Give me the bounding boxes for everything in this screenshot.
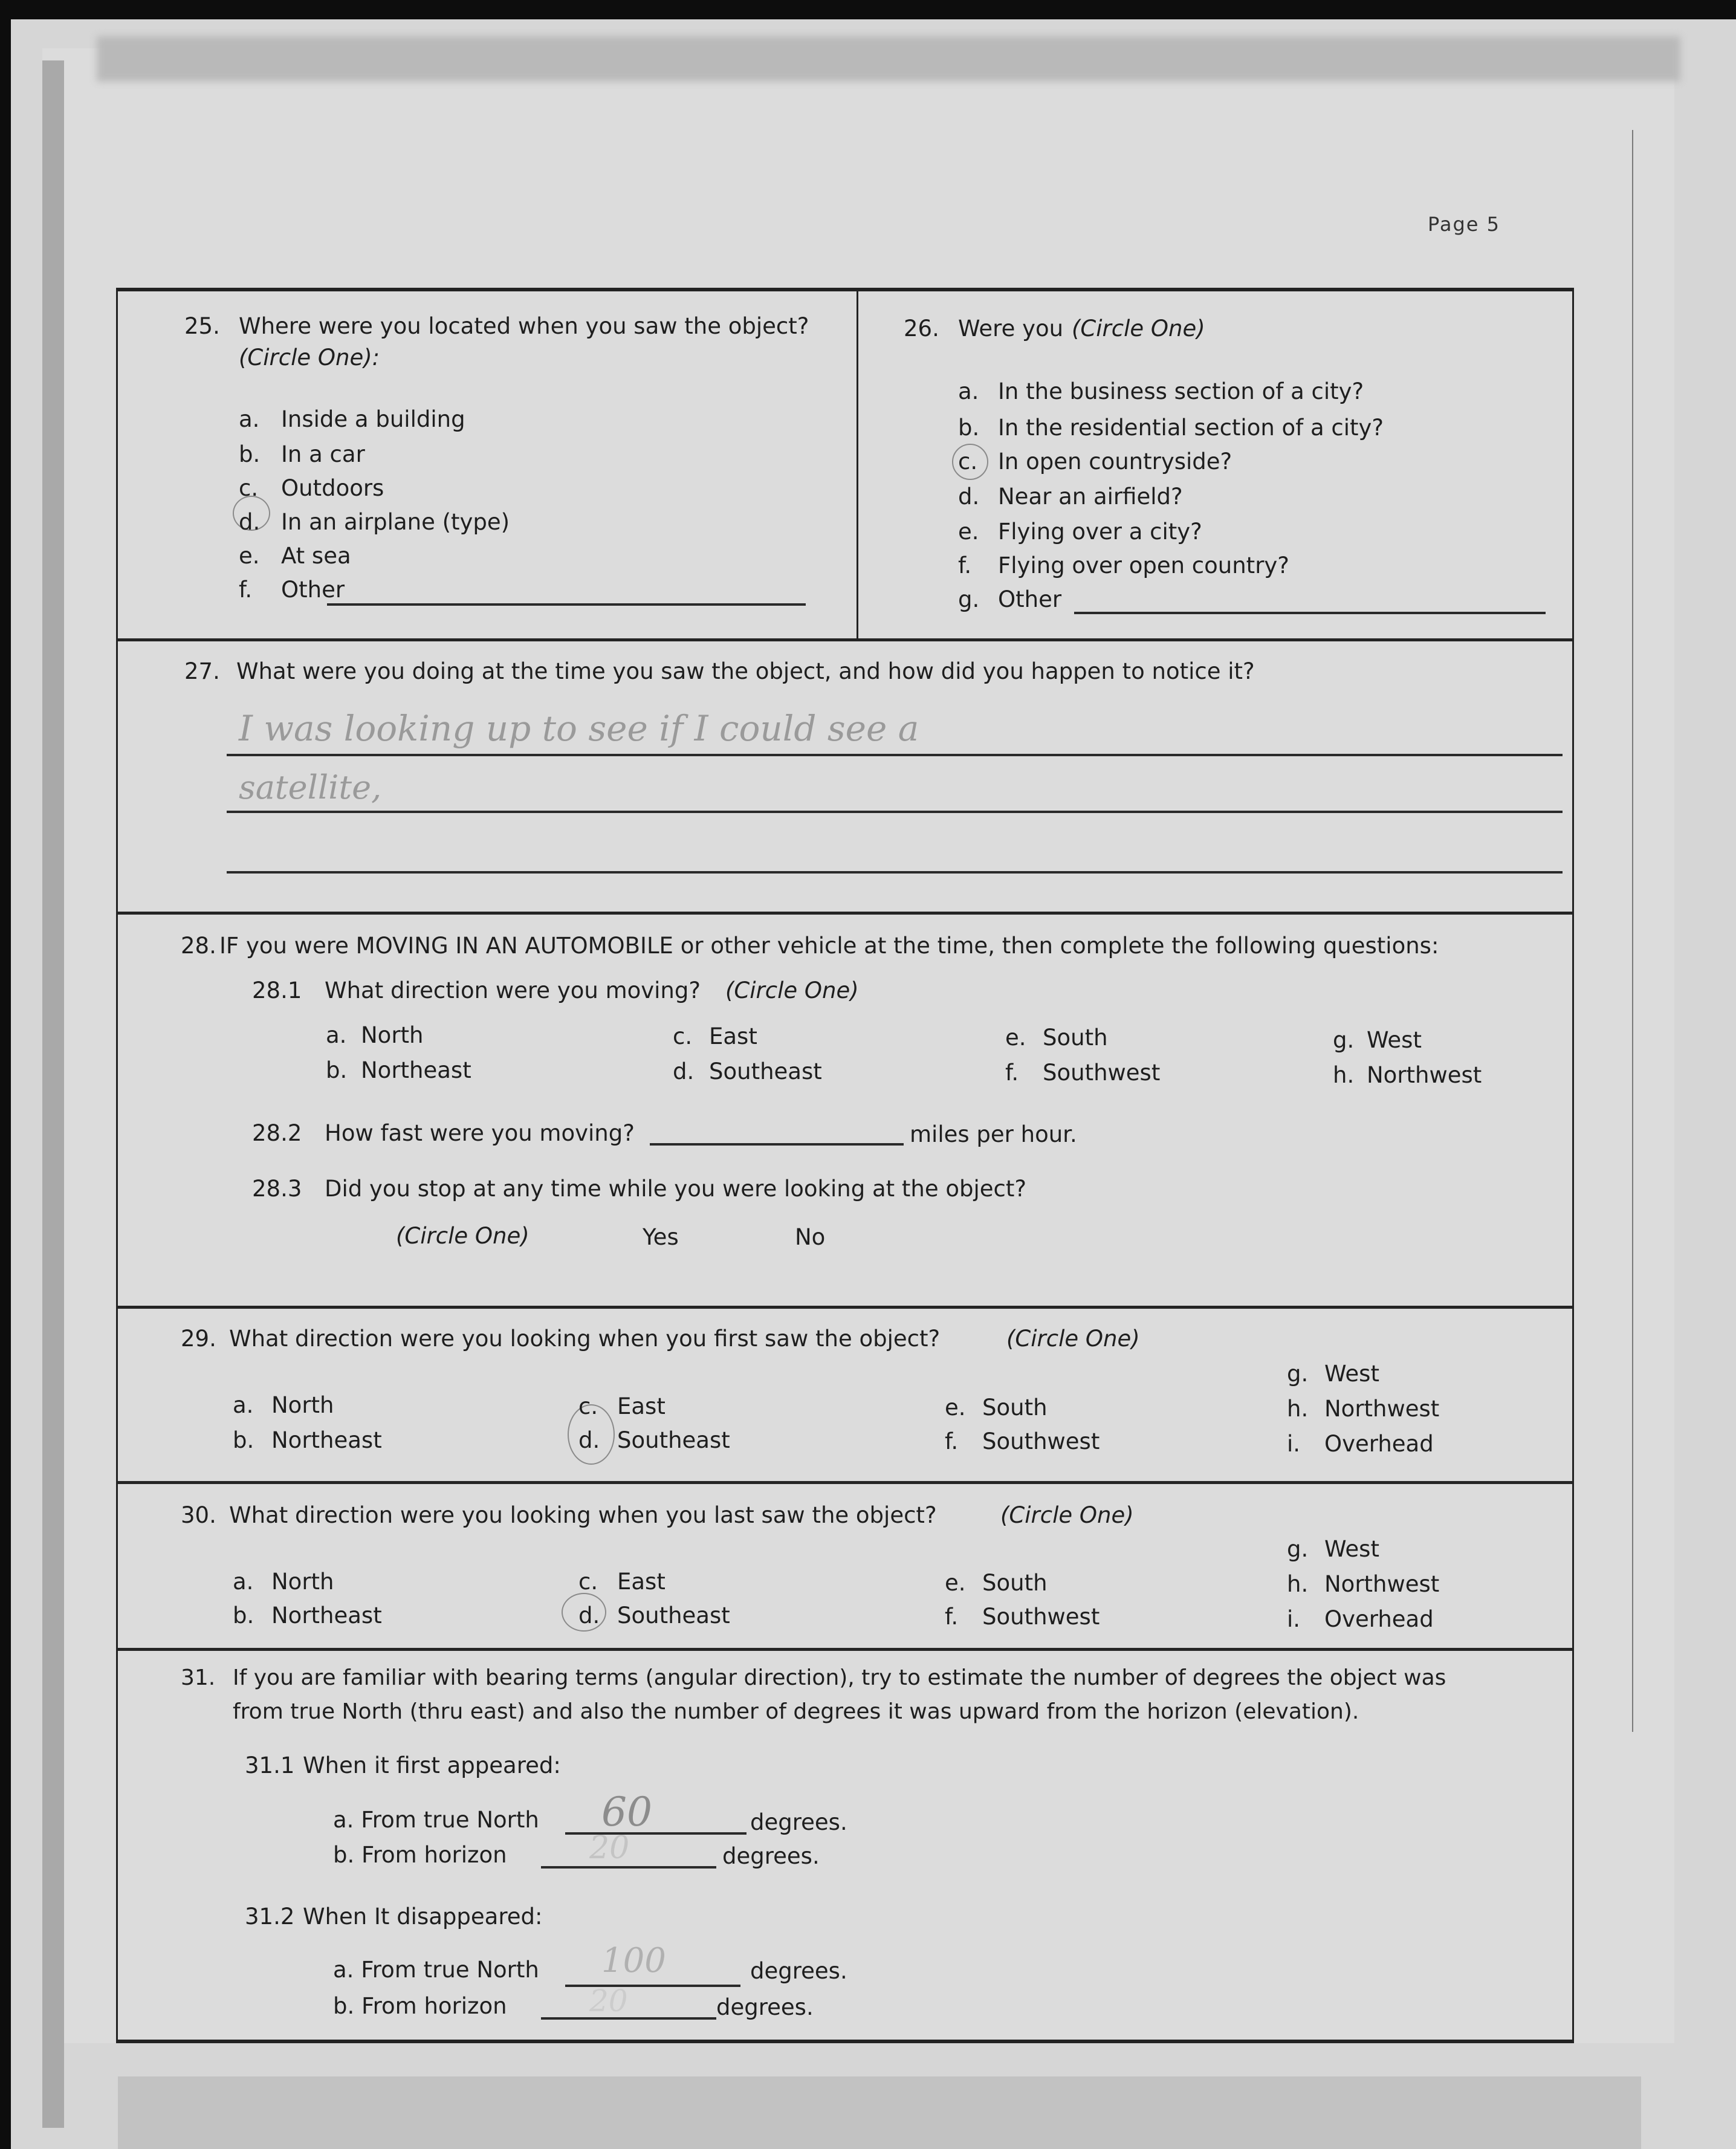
option-label: East	[617, 1393, 666, 1419]
q31-2-number: 31.2	[245, 1904, 295, 1930]
q28-prompt	[219, 933, 1439, 959]
q26-option-key: f.	[958, 553, 972, 579]
q31-2-a-value: 100	[601, 1941, 666, 1980]
q26-other-field[interactable]	[1074, 612, 1546, 614]
option-label: East	[709, 1023, 757, 1049]
q29-instruction: (Circle One)	[1006, 1326, 1140, 1352]
option-key: e.	[945, 1395, 966, 1421]
questionnaire-form	[116, 288, 1574, 2043]
q31-1-b-unit: degrees.	[722, 1843, 820, 1869]
q28-prompt-post: or other vehicle at the time, then complete the following questions:	[680, 933, 1439, 959]
q28-1-instruction: (Circle One)	[725, 977, 859, 1003]
section-q25-q26	[118, 291, 1572, 638]
option-key: a.	[326, 1022, 347, 1048]
q25-option-key: d.	[239, 509, 261, 535]
option-label: South	[1043, 1025, 1108, 1051]
q31-2-b-value: 20	[589, 1983, 628, 2018]
q27-answer-line-1[interactable]	[227, 754, 1563, 756]
option-key: b.	[326, 1057, 348, 1083]
option-label: Southwest	[1043, 1060, 1161, 1086]
q28-3-yes-option[interactable]: Yes	[643, 1224, 679, 1250]
option-key: h.	[1287, 1396, 1309, 1422]
q26-option-label: In the business section of a city?	[998, 378, 1364, 404]
option-key: g.	[1287, 1536, 1309, 1562]
q28-2-number: 28.2	[252, 1120, 302, 1146]
option-key: b.	[233, 1603, 254, 1629]
q26-option-key: g.	[958, 586, 980, 612]
q27-prompt: What were you doing at the time you saw the object, and how did you happen to notice it?	[236, 658, 1255, 684]
option-key: g.	[1333, 1027, 1355, 1053]
option-label: Southeast	[709, 1058, 822, 1084]
section-q28	[118, 912, 1572, 1306]
q30-number: 30.	[181, 1502, 216, 1528]
option-key: c.	[578, 1393, 598, 1419]
q28-2-prompt: How fast were you moving?	[325, 1120, 635, 1146]
q28-number: 28.	[181, 933, 216, 959]
option-key: f.	[945, 1604, 959, 1630]
option-label: South	[982, 1570, 1048, 1596]
q26-option-key: c.	[958, 449, 978, 475]
q27-answer-line-2[interactable]	[227, 811, 1563, 813]
option-label: North	[271, 1392, 334, 1418]
q25-option-label: Other	[281, 577, 345, 603]
q28-3-number: 28.3	[252, 1176, 302, 1202]
q27-answer-line-3[interactable]	[227, 871, 1563, 874]
q26-option-key: a.	[958, 378, 979, 404]
option-key: d.	[578, 1603, 600, 1629]
option-label: East	[617, 1569, 666, 1595]
option-label: West	[1324, 1536, 1379, 1562]
q31-2-b-label: b. From horizon	[333, 1993, 507, 2019]
q31-1-b-label: b. From horizon	[333, 1842, 507, 1868]
q30-instruction: (Circle One)	[1000, 1502, 1134, 1528]
column-divider	[857, 291, 858, 638]
option-key: a.	[233, 1392, 254, 1418]
q25-option-key: c.	[239, 475, 259, 501]
option-key: h.	[1333, 1062, 1355, 1088]
option-label: Northwest	[1367, 1062, 1482, 1088]
q25-instruction: (Circle One):	[239, 345, 380, 371]
scan-shadow-bottom	[118, 2076, 1641, 2149]
q31-2-prompt: When It disappeared:	[303, 1904, 543, 1930]
q31-1-a-unit: degrees.	[750, 1809, 847, 1835]
q28-prompt-pre: IF you were	[219, 933, 349, 959]
q28-1-number: 28.1	[252, 977, 302, 1003]
q26-option-key: b.	[958, 415, 980, 441]
option-key: i.	[1287, 1431, 1301, 1457]
option-label: North	[271, 1569, 334, 1595]
q31-2-b-field[interactable]	[541, 2017, 716, 2020]
option-label: West	[1324, 1361, 1379, 1387]
option-key: c.	[578, 1569, 598, 1595]
option-key: e.	[945, 1570, 966, 1596]
q30-prompt: What direction were you looking when you last saw the object?	[229, 1502, 937, 1528]
q25-option-label: Inside a building	[281, 406, 465, 432]
section-q30	[118, 1481, 1572, 1648]
option-key: f.	[945, 1428, 959, 1454]
option-label: Southwest	[982, 1428, 1100, 1454]
q28-prompt-caps: MOVING IN AN AUTOMOBILE	[355, 933, 673, 959]
option-key: c.	[673, 1023, 693, 1049]
q31-prompt-line-1: If you are familiar with bearing terms (angular direction), try to estimate the number of degrees the object was	[233, 1665, 1446, 1690]
q25-option-label: In an airplane (type)	[281, 509, 510, 535]
q26-option-key: d.	[958, 484, 980, 510]
section-q27	[118, 638, 1572, 912]
option-label: Northeast	[271, 1603, 382, 1629]
option-label: Northwest	[1324, 1396, 1440, 1422]
option-label: Southeast	[617, 1603, 730, 1629]
q31-number: 31.	[181, 1665, 216, 1690]
q28-1-prompt: What direction were you moving?	[325, 977, 701, 1003]
q26-option-label: Flying over open country?	[998, 553, 1289, 579]
q25-option-key: b.	[239, 441, 261, 467]
option-label: North	[361, 1022, 424, 1048]
q31-1-prompt: When it first appeared:	[303, 1752, 561, 1778]
q28-3-prompt: Did you stop at any time while you were looking at the object?	[325, 1176, 1027, 1202]
q25-option-label: Outdoors	[281, 475, 384, 501]
option-key: i.	[1287, 1606, 1301, 1632]
q28-3-instruction: (Circle One)	[396, 1223, 530, 1249]
option-key: b.	[233, 1427, 254, 1453]
q27-handwritten-answer-line-2: satellite,	[239, 768, 382, 806]
option-label: Southeast	[617, 1427, 730, 1453]
q31-2-a-unit: degrees.	[750, 1958, 847, 1984]
q28-3-no-option[interactable]: No	[795, 1224, 826, 1250]
option-key: e.	[1005, 1025, 1026, 1051]
q31-1-b-value: 20	[589, 1830, 630, 1866]
q31-2-a-label: a. From true North	[333, 1957, 539, 1983]
option-key: g.	[1287, 1361, 1309, 1387]
option-key: a.	[233, 1569, 254, 1595]
option-label: Southwest	[982, 1604, 1100, 1630]
q29-prompt: What direction were you looking when you first saw the object?	[229, 1326, 941, 1352]
q26-option-label: Other	[998, 586, 1062, 612]
option-key: f.	[1005, 1060, 1019, 1086]
q28-2-speed-field[interactable]	[650, 1143, 904, 1146]
q25-option-key: f.	[239, 577, 253, 603]
scan-shadow-top	[97, 36, 1680, 82]
q26-option-label: Flying over a city?	[998, 519, 1202, 545]
q25-option-key: e.	[239, 543, 260, 569]
q31-prompt-line-2: from true North (thru east) and also the number of degrees it was upward from the horizon (elevation).	[233, 1699, 1359, 1724]
scan-shadow-left	[42, 60, 64, 2128]
q25-prompt: Where were you located when you saw the object?	[239, 313, 809, 339]
page-number: Page 5	[1428, 213, 1500, 236]
q26-number: 26.	[904, 316, 939, 342]
q29-number: 29.	[181, 1326, 216, 1352]
q27-number: 27.	[184, 658, 220, 684]
section-q29	[118, 1306, 1572, 1481]
option-label: Northwest	[1324, 1571, 1440, 1597]
q28-2-unit: miles per hour.	[910, 1121, 1077, 1147]
option-label: Northeast	[271, 1427, 382, 1453]
q31-2-b-unit: degrees.	[716, 1994, 814, 2020]
q25-number: 25.	[184, 313, 220, 339]
q31-1-b-field[interactable]	[541, 1866, 716, 1869]
q26-option-label: In open countryside?	[998, 449, 1232, 475]
q31-1-a-value: 60	[601, 1789, 652, 1835]
q25-option-label: In a car	[281, 441, 365, 467]
option-key: h.	[1287, 1571, 1309, 1597]
option-label: West	[1367, 1027, 1422, 1053]
option-label: Overhead	[1324, 1431, 1434, 1457]
q26-instruction: (Circle One)	[1072, 316, 1205, 342]
q25-option-key: a.	[239, 406, 260, 432]
q26-option-label: Near an airfield?	[998, 484, 1183, 510]
option-key: d.	[578, 1427, 600, 1453]
q26-option-key: e.	[958, 519, 979, 545]
q25-other-field[interactable]	[327, 603, 806, 606]
q31-1-number: 31.1	[245, 1752, 295, 1778]
option-label: Overhead	[1324, 1606, 1434, 1632]
option-label: South	[982, 1395, 1048, 1421]
q26-option-label: In the residential section of a city?	[998, 415, 1384, 441]
option-key: d.	[673, 1058, 695, 1084]
option-label: Northeast	[361, 1057, 471, 1083]
page-edge-rule	[1632, 130, 1633, 1732]
q27-handwritten-answer-line-1: I was looking up to see if I could see a	[239, 708, 919, 749]
q26-prompt: Were you	[958, 316, 1064, 342]
q25-option-label: At sea	[281, 543, 351, 569]
q31-1-a-label: a. From true North	[333, 1807, 539, 1833]
section-q31	[118, 1648, 1572, 2043]
